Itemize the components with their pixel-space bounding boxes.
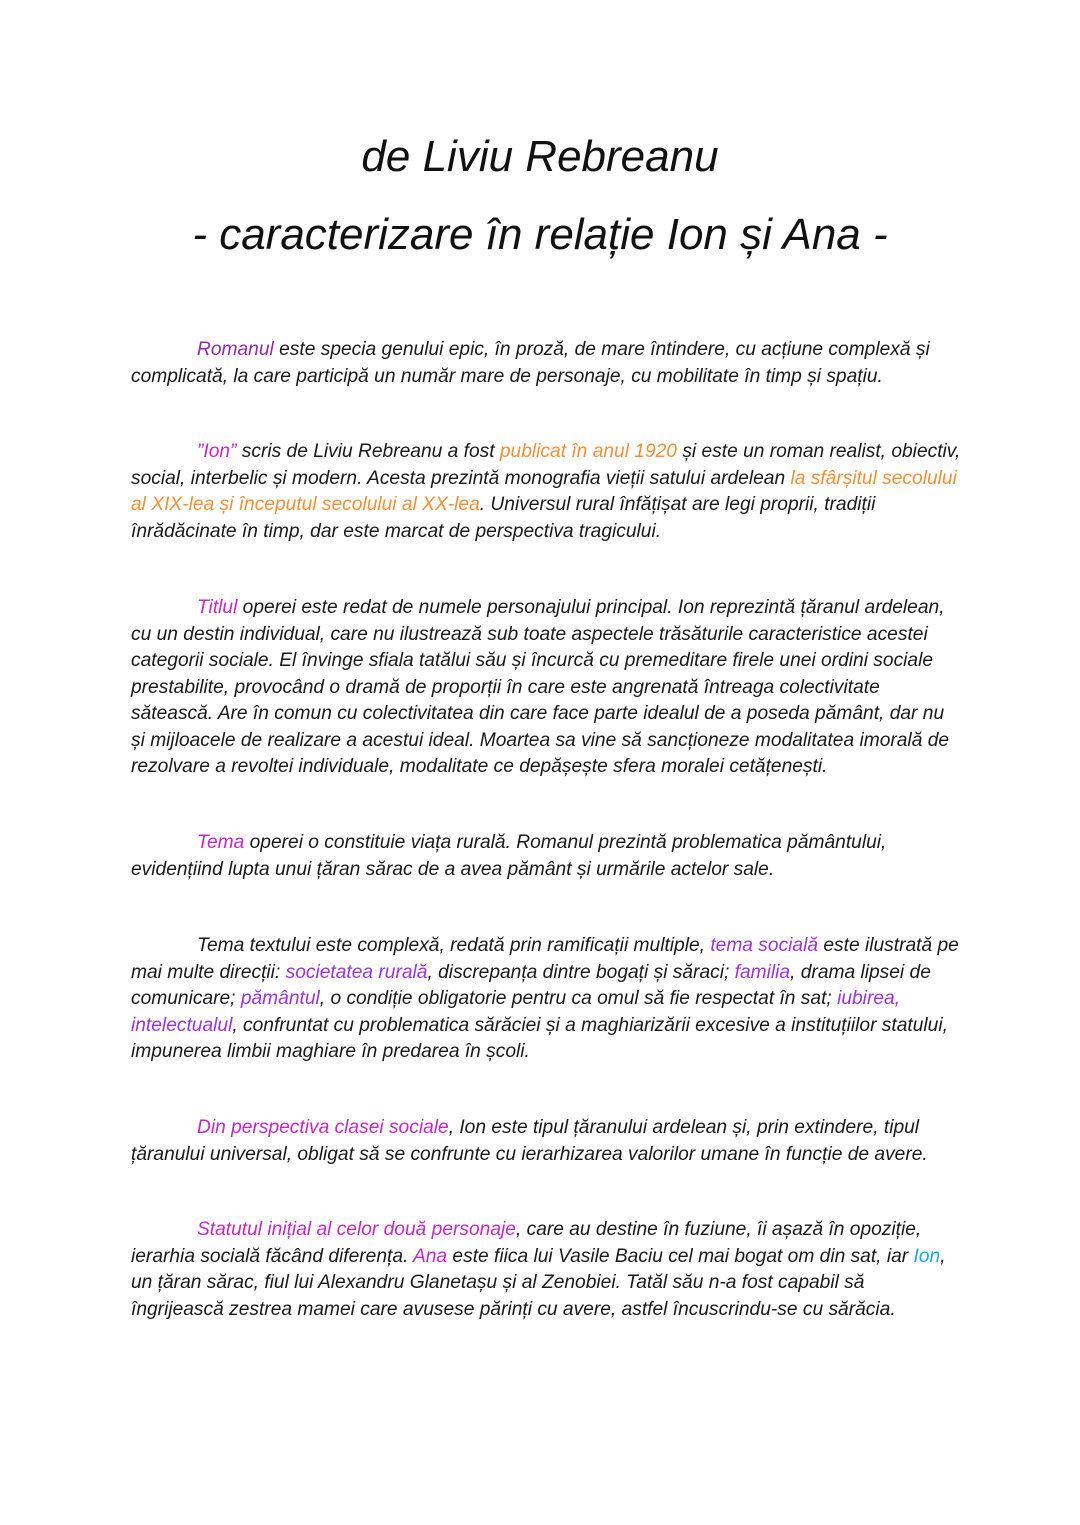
highlighted-term: tema socială: [710, 935, 819, 956]
highlighted-term: iubirea, intelectualul: [131, 988, 901, 1036]
paragraph-text: , discrepanța dintre bogați și săraci;: [427, 961, 735, 983]
paragraph-text: și este un roman realist, obiectiv, social, interbelic și modern. Acesta prezintă monografia vieții satului ardelean: [131, 441, 961, 489]
highlighted-term: publicat în anul 1920: [499, 441, 677, 462]
highlighted-term: Ion: [913, 1245, 941, 1267]
highlighted-term: Titlul: [197, 597, 238, 618]
paragraph-complex-theme: [131, 933, 961, 1066]
paragraph-text: Tema textului este complexă, redată prin ramificații multiple,: [197, 935, 711, 956]
paragraph-title: [131, 595, 961, 781]
highlighted-term: la sfârșitul secolului al XIX-lea și începutul secolului al XX-lea: [131, 467, 957, 515]
highlighted-term: Tema: [197, 832, 245, 853]
paragraph-text: operei este redat de numele personajului principal. Ion reprezintă țăranul ardelean, cu un destin individual, care nu ilustrează sub toate aspectele trăsăturile caracteristice acestei categorii sociale. El învinge sfiala tatălui său și încurcă cu premeditare firele unei ordini sociale prestabilite, provocând o dramă de proporții în care este angrenată întreaga colectivitate sătească. Are în comun cu colectivitatea din care face parte idealul de a poseda pământ, dar nu și mijloacele de realizare a acestui ideal. Moartea sa vine să sancționeze modalitatea imorală de rezolvare a revoltei individuale, modalitate ce depășește sfera moralei cetățenești.: [131, 597, 950, 777]
highlighted-term: pământul: [240, 988, 320, 1009]
author-line: de Liviu Rebreanu: [361, 132, 719, 181]
paragraph-text: , un țăran sărac, fiul lui Alexandru Glanetașu și al Zenobiei. Tatăl său n-a fost capabil să îngrijească zestrea mamei care avusese părinți cu avere, astfel încuscrindu-se cu sărăcia.: [131, 1245, 946, 1320]
highlighted-term: societatea rurală: [285, 961, 428, 983]
paragraph-initial-status: [131, 1217, 961, 1323]
paragraph-text: este specia genului epic, în proză, de mare întindere, cu acțiune complexă și complicată, la care participă un număr mare de personaje, cu mobilitate în timp și spațiu.: [131, 339, 930, 387]
paragraph-text: , care au destine în fuziune, îi așază în opoziție, ierarhia socială făcând diferența.: [131, 1219, 922, 1267]
paragraph-text: , drama lipsei de comunicare;: [131, 961, 931, 1009]
paragraph-ion-publication: [131, 439, 961, 545]
paragraph-text: , confruntat cu problematica sărăciei și a maghiarizării excesive a instituțiilor statului, impunerea limbii maghiare în predarea în școli.: [131, 1014, 948, 1062]
paragraph-social-class: [131, 1115, 961, 1168]
highlighted-term: Romanul: [197, 339, 274, 360]
paragraph-text: . Universul rural înfățișat are legi proprii, tradiții înrădăcinate în timp, dar este marcat de perspectiva tragicului.: [131, 494, 876, 542]
highlighted-term: familia: [734, 961, 791, 983]
paragraph-text: , Ion este tipul țăranului ardelean și, prin extindere, tipul țăranului universal, obligat să se confrunte cu ierarhizarea valorilor umane în funcție de avere.: [131, 1117, 928, 1165]
paragraph-text: , o condiție obligatorie pentru ca omul să fie respectat în sat;: [319, 988, 838, 1009]
paragraph-text: scris de Liviu Rebreanu a fost: [236, 441, 500, 462]
paragraph-roman-definition: [131, 337, 961, 390]
paragraph-text: este fiica lui Vasile Baciu cel mai bogat om din sat, iar: [447, 1245, 914, 1267]
paragraph-theme: [131, 830, 961, 883]
paragraph-text: operei o constituie viața rurală. Romanul prezintă problematica pământului, evidențiind lupta unui țăran sărac de a avea pământ și urmările actelor sale.: [131, 832, 887, 880]
highlighted-term: Statutul inițial al celor două personaje: [197, 1219, 516, 1240]
highlighted-term: ”Ion”: [197, 441, 237, 462]
paragraph-text: este ilustrată pe mai multe direcții:: [131, 935, 959, 983]
highlighted-term: Din perspectiva clasei sociale: [197, 1117, 449, 1138]
subtitle-line: - caracterizare în relație Ion și Ana -: [192, 210, 888, 259]
highlighted-term: Ana: [412, 1245, 448, 1267]
